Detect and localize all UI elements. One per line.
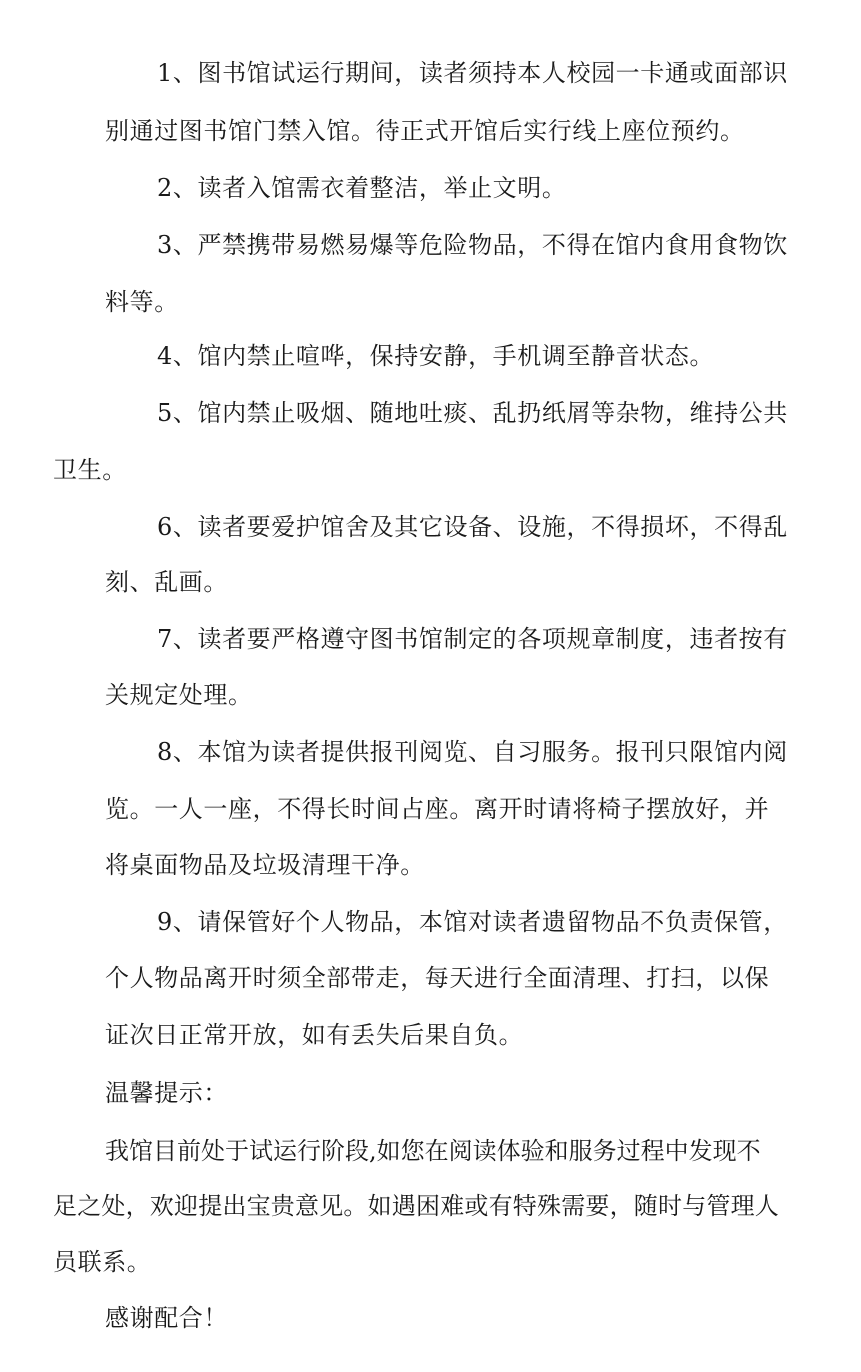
rule-3-line-2: 料等。 <box>105 288 179 316</box>
tips-line-3: 员联系。 <box>53 1248 152 1276</box>
tips-line-2: 足之处，欢迎提出宝贵意见。如遇困难或有特殊需要，随时与管理人 <box>53 1192 779 1220</box>
rule-5-line-1: 5、馆内禁止吸烟、随地吐痰、乱扔纸屑等杂物，维持公共 <box>157 399 788 427</box>
tips-heading: 温馨提示： <box>105 1079 228 1107</box>
rule-9-line-1: 9、请保管好个人物品，本馆对读者遗留物品不负责保管， <box>157 908 788 936</box>
rule-8-line-2: 览。一人一座，不得长时间占座。离开时请将椅子摆放好，并 <box>105 795 770 823</box>
rule-1-line-1: 1、图书馆试运行期间，读者须持本人校园一卡通或面部识 <box>157 59 788 87</box>
tips-line-1: 我馆目前处于试运行阶段,如您在阅读体验和服务过程中发现不 <box>105 1137 761 1165</box>
rule-8-line-3: 将桌面物品及垃圾清理干净。 <box>105 851 425 879</box>
rule-2-line-1: 2、读者入馆需衣着整洁，举止文明。 <box>157 174 567 202</box>
closing-thanks: 感谢配合！ <box>105 1304 228 1332</box>
rule-6-line-2: 刻、乱画。 <box>105 568 228 596</box>
rule-8-line-1: 8、本馆为读者提供报刊阅览、自习服务。报刊只限馆内阅 <box>157 738 788 766</box>
rule-6-line-1: 6、读者要爱护馆舍及其它设备、设施，不得损坏，不得乱 <box>157 513 788 541</box>
rule-9-line-2: 个人物品离开时须全部带走，每天进行全面清理、打扫，以保 <box>105 964 770 992</box>
rule-7-line-2: 关规定处理。 <box>105 681 253 709</box>
rule-4-line-1: 4、馆内禁止喧哗，保持安静，手机调至静音状态。 <box>157 342 715 370</box>
rule-1-line-2: 别通过图书馆门禁入馆。待正式开馆后实行线上座位预约。 <box>105 117 745 145</box>
rule-3-line-1: 3、严禁携带易燃易爆等危险物品，不得在馆内食用食物饮 <box>157 231 788 259</box>
rule-7-line-1: 7、读者要严格遵守图书馆制定的各项规章制度，违者按有 <box>157 625 788 653</box>
rule-5-line-2: 卫生。 <box>53 456 127 484</box>
rule-9-line-3: 证次日正常开放，如有丢失后果自负。 <box>105 1021 524 1049</box>
